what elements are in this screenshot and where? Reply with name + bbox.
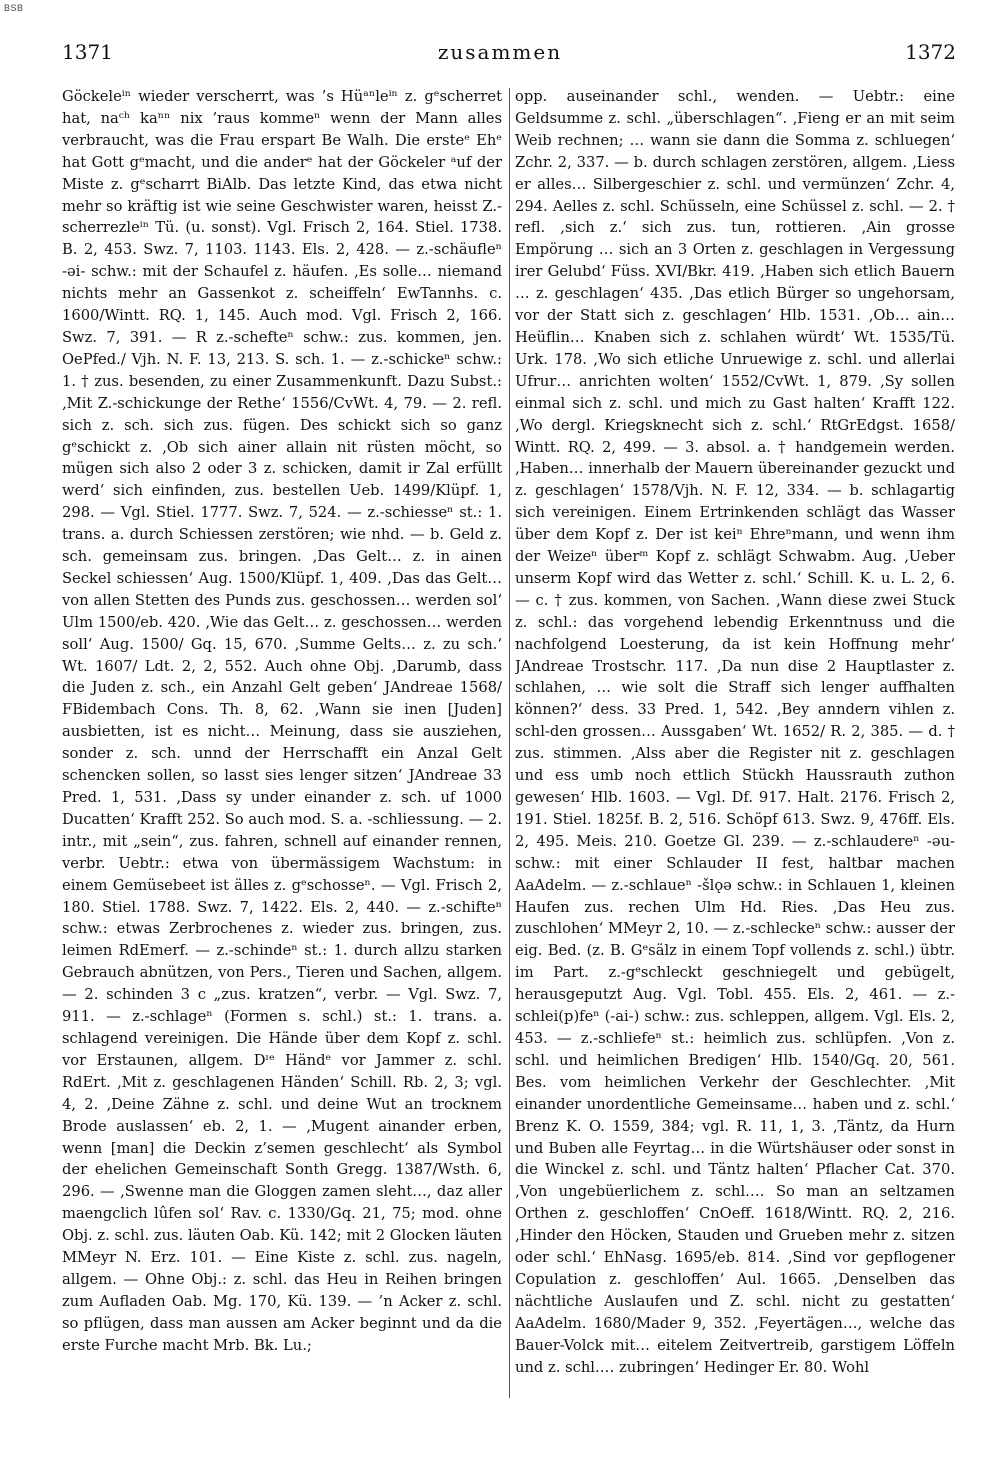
library-stamp: BSB bbox=[4, 3, 24, 13]
column-text-left: Göckeleⁱⁿ wieder verscherrt, was ’s Hüᵃⁿleⁱⁿ z. gᵉscherret hat, naᶜʰ kaⁿⁿ nix ’raus kommeⁿ wenn der Mann alles verbraucht, was die Frau erspart Be Walh. Die ersteᵉ Ehᵉ hat Gott gᵉmacht, und die anderᵉ hat der Göckeler ᵃuf der Miste z. gᵉscharrt BiAlb. Das letzte Kind, das etwa nicht mehr so kräftig ist wie seine Geschwister waren, heisst Z.-scherrezleⁱⁿ Tü. (u. sonst). Vgl. Frisch 2, 164. Stiel. 1738. B. 2, 453. Swz. 7, 1103. 1143. Els. 2, 428. — z.-schäufleⁿ -əi- schw.: mit der Schaufel z. häufen. ‚Es solle… niemand nichts mehr an Gassenkot z. scheiffeln‘ EwTannhs. c. 1600/Wintt. RQ. 1, 145. Auch mod. Vgl. Frisch 2, 166. Swz. 7, 391. — R z.-schefteⁿ schw.: zus. kommen, jen. OePfed./ Vjh. N. F. 13, 213. S. sch. 1. — z.-schickeⁿ schw.: 1. † zus. besenden, zu einer Zusammenkunft. Dazu Subst.: ‚Mit Z.-schickunge der Rethe‘ 1556/CvWt. 4, 79. — 2. refl. sich z. sch. sich zus. fügen. Des schickt sich so ganz gᵉschickt z. ‚Ob sich ainer allain nit rüsten möcht, so mügen sich also 2 oder 3 z. schicken, damit ir Zal erfüllt werd‘ sich einfinden, zus. bestellen Ueb. 1499/Klüpf. 1, 298. — Vgl. Stiel. 1777. Swz. 7, 524. — z.-schiesseⁿ st.: 1. trans. a. durch Schiessen zerstören; wie nhd. — b. Geld z. sch. gemeinsam zus. bringen. ‚Das Gelt… z. in ainen Seckel schiessen‘ Aug. 1500/Klüpf. 1, 409. ‚Das das Gelt… von allen Stetten des Punds zus. geschossen… werden sol‘ Ulm 1500/eb. 420. ‚Wie das Gelt… z. geschossen… werden soll‘ Aug. 1500/ Gq. 15, 670. ‚Summe Gelts… z. zu sch.‘ Wt. 1607/ Ldt. 2, 2, 552. Auch ohne Obj. ‚Darumb, dass die Juden z. sch., ein Anzahl Gelt geben‘ JAndreae 1568/ FBidembach Cons. Th. 8, 62. ‚Wann sie inen [Juden] ausbietten, ist es nicht… Meinung, dass sie ausziehen, sonder z. sch. unnd der Herrschafft ein Anzal Gelt schencken sollen, so lasst sies lenger sitzen‘ JAndreae 33 Pred. 1, 531. ‚Dass sy under einander z. sch. uf 1000 Ducatten‘ Krafft 252. So auch mod. S. a. -schliessung. — 2. intr., mit „sein“, zus. fahren, schnell auf einander rennen, verbr. Uebtr.: etwa von übermässigem Wachstum: in einem Gemüsebeet ist älles z. gᵉschosseⁿ. — Vgl. Frisch 2, 180. Stiel. 1788. Swz. 7, 1422. Els. 2, 440. — z.-schifteⁿ schw.: etwas Zerbrochenes z. wieder zus. bringen, zus. leimen RdEmerf. — z.-schindeⁿ st.: 1. durch allzu starken Gebrauch abnützen, von Pers., Tieren und Sachen, allgem. — 2. schinden 3 c „zus. kratzen“, verbr. — Vgl. Swz. 7, 911. — z.-schlageⁿ (Formen s. schl.) st.: 1. trans. a. schlagend vereinigen. Die Hände über dem Kopf z. schl. vor Erstaunen, allgem. Dᶦᵉ Händᵉ vor Jammer z. schl. RdErt. ‚Mit z. geschlagenen Händen‘ Schill. Rb. 2, 3; vgl. 4, 2. ‚Deine Zähne z. schl. und deine Wut an trocknem Brode auslassen‘ eb. 2, 1. — ‚Mugent ainander erben, wenn [man] die Deckin z’semen geschlecht‘ als Symbol der ehelichen Gemeinschaft Sonth Gregg. 1387/Wsth. 6, 296. — ‚Swenne man die Gloggen zamen sleht…, daz aller maengclich lûfen sol‘ Rav. c. 1330/Gq. 21, 75; mod. ohne Obj. z. schl. zus. läuten Oab. Kü. 142; mit 2 Glocken läuten MMeyr N. Erz. 101. — Eine Kiste z. schl. zus. nageln, allgem. — Ohne Obj.: z. schl. das Heu in Reihen bringen zum Aufladen Oab. Mg. 170, Kü. 139. — ’n Acker z. schl. so pflügen, dass man aussen am Acker beginnt und da die erste Furche macht Mrb. Bk. Lu.; bbox=[62, 88, 502, 1354]
dictionary-column-left bbox=[62, 86, 502, 1401]
column-text-right: opp. auseinander schl., wenden. — Uebtr.: eine Geldsumme z. schl. „überschlagen“. ‚Fieng er an mit seim Weib rechnen; … wann sie dann die Somma z. schluegen‘ Zchr. 2, 337. — b. durch schlagen zerstören, allgem. ‚Liess er alles… Silbergeschier z. schl. und vermünzen‘ Zchr. 4, 294. Aelles z. schl. Schüsseln, eine Schüssel z. schl. — 2. † refl. ‚sich z.‘ sich zus. tun, rottieren. ‚Ain grosse Empörung … sich an 3 Orten z. geschlagen in Vergessung irer Gelubd‘ Füss. XVI/Bkr. 419. ‚Haben sich etlich Bauern … z. geschlagen‘ 435. ‚Das etlich Bürger so ungehorsam, vor der Statt sich z. geschlagen‘ Hlb. 1531. ‚Ob… ain… Heüflin… Knaben sich z. schlahen würdt‘ Wt. 1535/Tü. Urk. 178. ‚Wo sich etliche Unruewige z. schl. und allerlai Ufrur… anrichten wolten‘ 1552/CvWt. 1, 879. ‚Sy sollen einmal sich z. schl. und mich zu Gast halten‘ Krafft 122. ‚Wo dergl. Kriegsknecht sich z. schl.‘ RtGrEdgst. 1658/ Wintt. RQ. 2, 499. — 3. absol. a. † handgemein werden. ‚Haben… innerhalb der Mauern übereinander gezuckt und z. geschlagen‘ 1578/Vjh. N. F. 12, 334. — b. schlagartig sich vereinigen. Einem Ertrinkenden schlägt das Wasser über dem Kopf z. Der ist keiⁿ Ehreⁿmann, und wenn ihm der Weizeⁿ überᵐ Kopf z. schlägt Schwabm. Aug. ‚Ueber unserm Kopf wird das Wetter z. schl.‘ Schill. K. u. L. 2, 6. — c. † zus. kommen, von Sachen. ‚Wann diese zwei Stuck z. schl.: das vorgehend lebendig Erkenntnuss und die nachfolgend Loesterung, da ist kein Hoffnung mehr‘ JAndreae Trostschr. 117. ‚Da nun dise 2 Hauptlaster z. schlahen, … wie solt die Straff sich lenger auffhalten können?‘ dess. 33 Pred. 1, 542. ‚Bey anndern vihlen z. schl-den grossen… Aussgaben‘ Wt. 1652/ R. 2, 385. — d. † zus. stimmen. ‚Alss aber die Register nit z. geschlagen und ess umb noch ettlich Stückh Haussrauth zuthon gewesen‘ Hlb. 1603. — Vgl. Df. 917. Halt. 2176. Frisch 2, 191. Stiel. 1825f. B. 2, 516. Schöpf 613. Swz. 9, 476ff. Els. 2, 495. Meis. 210. Goetze Gl. 239. — z.-schlaudereⁿ -əu- schw.: mit einer Schlauder II fest, haltbar machen AaAdelm. — z.-schlaueⁿ -šlǫə schw.: in Schlauen 1, kleinen Haufen zus. rechen Ulm Hd. Ries. ‚Das Heu zus. zuschlohen‘ MMeyr 2, 10. — z.-schleckeⁿ schw.: ausser der eig. Bed. (z. B. Gᵉsälz in einem Topf vollends z. schl.) übtr. im Part. z.-gᵉschleckt geschniegelt und gebügelt, herausgeputzt Aug. Vgl. Tobl. 455. Els. 2, 461. — z.-schlei(p)feⁿ (-ai-) schw.: zus. schleppen, allgem. Vgl. Els. 2, 453. — z.-schliefeⁿ st.: heimlich zus. schlüpfen. ‚Von z. schl. und heimlichen Bredigen‘ Hlb. 1540/Gq. 20, 561. Bes. vom heimlichen Verkehr der Geschlechter. ‚Mit einander unordentliche Gemeinsame… haben und z. schl.‘ Brenz K. O. 1559, 384; vgl. R. 11, 1, 3. ‚Täntz, da Hurn und Buben alle Feyrtag… in die Würtshäuser oder sonst in die Winckel z. schl. und Täntz halten‘ Pflacher Cat. 370. ‚Von ungebüerlichem z. schl.… So man an seltzamen Orthen z. geschloffen‘ CnOeff. 1618/Wintt. RQ. 2, 216. ‚Hinder den Höcken, Stauden und Grueben mehr z. sitzen oder schl.‘ EhNasg. 1695/eb. 814. ‚Sind vor gepflogener Copulation z. geschloffen‘ Aul. 1665. ‚Denselben das nächtliche Auslaufen und Z. schl. nicht zu gestatten‘ AaAdelm. 1680/Mader 9, 352. ‚Feyertägen…, welche das Bauer-Volck mit… eitelem Zeitvertreib, garstigem Löffeln und z. schl.… zubringen‘ Hedinger Er. 80. Wohl bbox=[515, 88, 955, 1376]
dictionary-column-right bbox=[515, 86, 955, 1401]
running-headword: zusammen bbox=[437, 40, 563, 64]
page-number-left: 1371 bbox=[62, 40, 113, 64]
page-number-right: 1372 bbox=[905, 40, 956, 64]
column-divider bbox=[509, 88, 510, 1398]
